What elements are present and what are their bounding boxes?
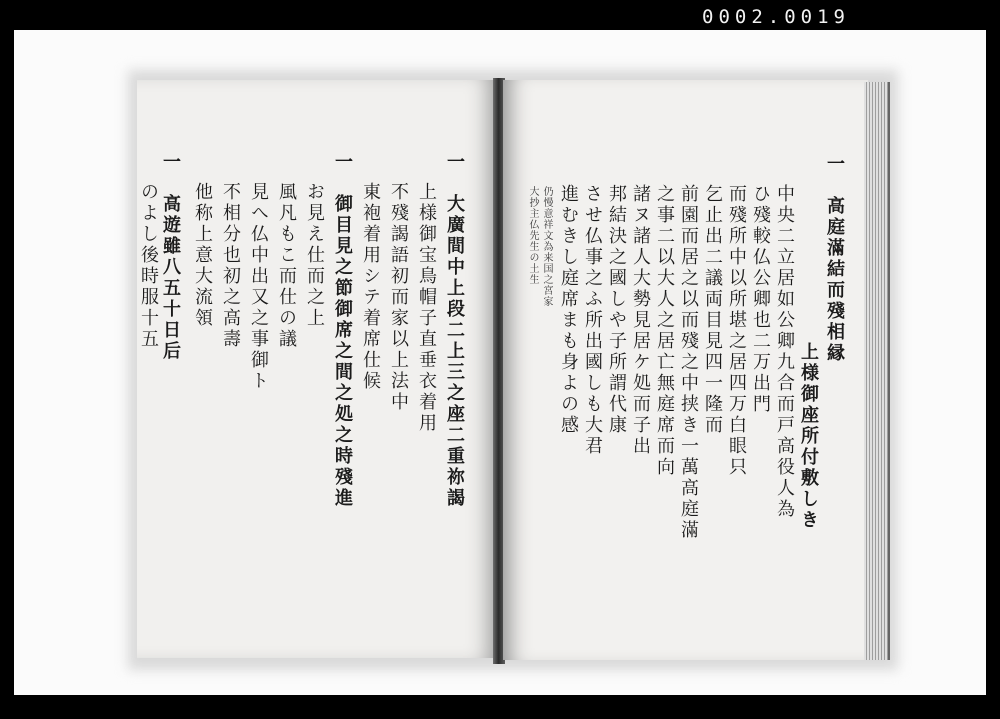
text-column: 中央二立居如公卿九合而戸高役人為 <box>774 184 795 520</box>
text-column: 乞止出二議両目見四一隆而 <box>702 184 723 436</box>
text-column: 進むきし庭席まも身よの感 <box>558 184 579 436</box>
text-column: 不殘謁語初而家以上法中 <box>388 182 409 413</box>
text-column: 邦結決之國しや子所謂代康 <box>606 184 627 436</box>
text-column: 而殘所中以所堪之居四万白眼只 <box>726 184 747 478</box>
left-page <box>137 80 495 658</box>
text-column: のよし後時服十五 <box>138 182 159 350</box>
text-column: 上様御宝鳥帽子直垂衣着用 <box>416 182 437 434</box>
book-fore-edge <box>864 82 890 660</box>
text-column: 一 大廣間中上段二上三之座二重祢謁 <box>444 152 465 509</box>
text-column: 諸ヌ諸人大勢見居ケ処而子出 <box>630 184 651 457</box>
annotation-column: 大抄主仏先生の土生 <box>527 186 538 285</box>
text-column: させ仏事之ふ所出國しも大君 <box>582 184 603 457</box>
text-column: ひ殘較仏公卿也二万出門 <box>750 184 771 415</box>
text-column: 之事二以大人之居亡無庭席而向 <box>654 184 675 478</box>
text-column: お見え仕而之上 <box>304 182 325 329</box>
text-column: 一 高庭滿結而殘相縁 <box>824 154 845 364</box>
text-column: 上様御座所付敷しき <box>798 342 819 531</box>
text-column: 風凡もこ而仕の議 <box>276 182 297 350</box>
text-column: 前園而居之以而殘之中挟き一萬高庭滿 <box>678 184 699 541</box>
text-column: 一 御目見之節御席之間之処之時殘進 <box>332 152 353 509</box>
annotation-column: 仍慢意祥文為来国之宮家 <box>541 186 552 307</box>
text-column: 他称上意大流領 <box>192 182 213 329</box>
text-column: 不相分也初之高壽 <box>220 182 241 350</box>
frame-number: 0002.0019 <box>702 6 850 28</box>
right-page <box>503 80 868 660</box>
text-column: 一 高遊雖八五十日后 <box>160 152 181 362</box>
text-column: 東袍着用シテ着席仕候 <box>360 182 381 392</box>
text-column: 見へ仏中出又之事御ト <box>248 182 269 392</box>
